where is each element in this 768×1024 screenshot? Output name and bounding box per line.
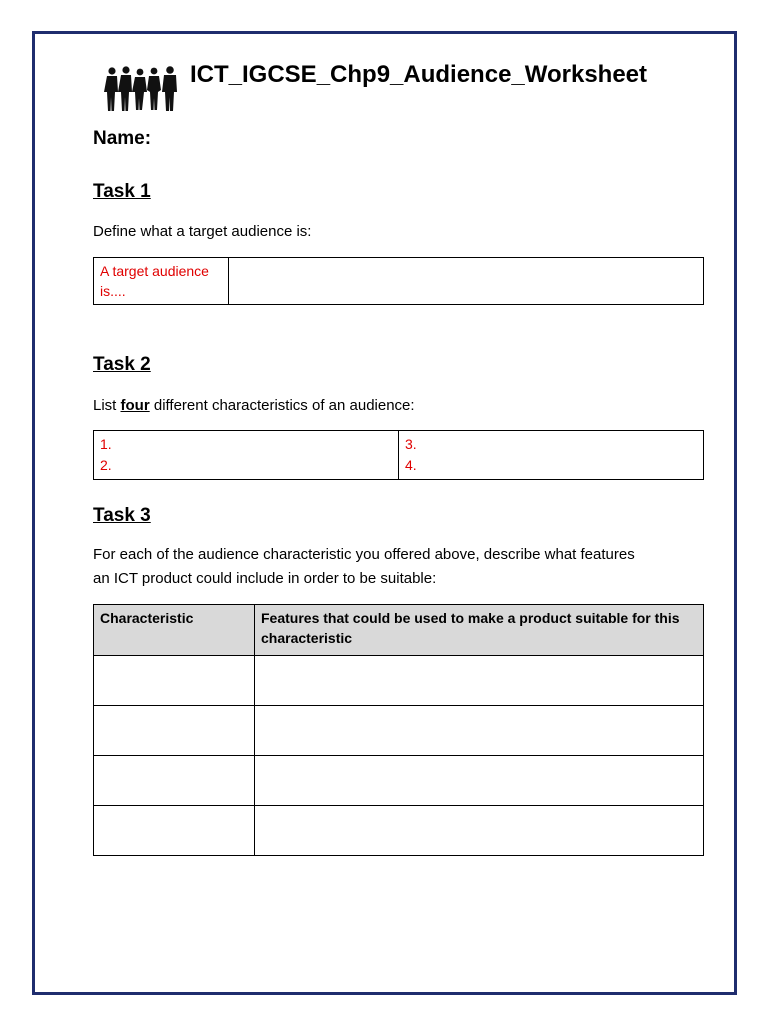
table-row [94,656,704,706]
task2-prompt-emphasis: four [120,397,150,414]
features-cell[interactable] [255,706,704,756]
task1-answer-field[interactable] [229,258,704,305]
task1-answer-table [93,257,704,305]
task2-characteristics-table [93,430,704,480]
table-header-row [94,605,704,656]
characteristic-cell[interactable] [94,756,255,806]
features-cell[interactable] [255,656,704,706]
task1-heading: Task 1 [93,181,151,202]
task3-prompt-line1: For each of the audience characteristic you offered above, describe what features [93,546,635,563]
task3-heading: Task 3 [93,505,151,526]
column-header-characteristic: Characteristic [94,605,255,656]
task2-right-cell[interactable] [399,431,704,480]
task2-prompt-after: different characteristics of an audience: [149,397,415,414]
task1-prompt: Define what a target audience is: [93,223,312,240]
column-header-features: Features that could be used to make a product suitable for this characteristic [255,605,704,656]
features-cell[interactable] [255,806,704,856]
characteristic-cell[interactable] [94,806,255,856]
task2-heading: Task 2 [93,354,151,375]
features-cell[interactable] [255,756,704,806]
task2-left-cell[interactable] [94,431,399,480]
task2-prompt-before: List [93,397,121,414]
table-row [94,806,704,856]
page-title: ICT_IGCSE_Chp9_Audience_Worksheet [190,61,648,88]
characteristic-cell[interactable] [94,706,255,756]
list-item: 2. [100,457,112,473]
table-row [94,756,704,806]
list-item: 1. [100,436,112,452]
list-item: 3. [405,436,417,452]
task2-prompt [93,394,415,418]
list-item: 4. [405,457,417,473]
table-row [94,706,704,756]
task1-answer-starter: A target audience is.... [94,258,229,305]
characteristic-cell[interactable] [94,656,255,706]
task3-features-table [93,604,704,856]
task3-prompt-line2: an ICT product could include in order to be suitable: [93,570,437,587]
audience-silhouettes-icon [104,66,182,112]
name-label: Name: [93,128,152,149]
